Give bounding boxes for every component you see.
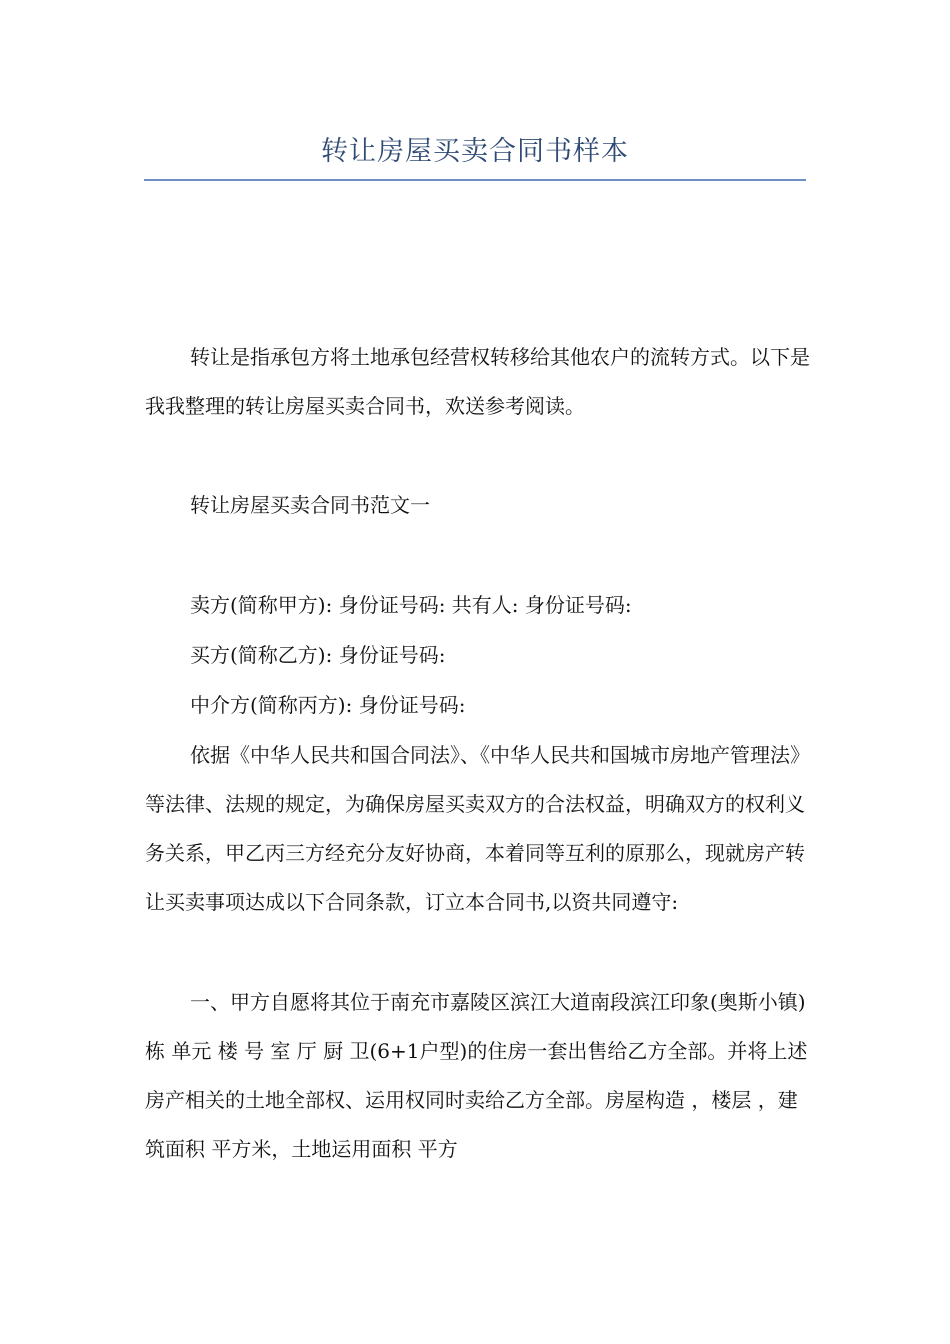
buyer-line: 买方(简称乙方): 身份证号码:: [190, 643, 446, 667]
seller-line: 卖方(简称甲方): 身份证号码: 共有人: 身份证号码:: [190, 593, 632, 617]
clause-one-paragraph: 一、甲方自愿将其位于南充市嘉陵区滨江大道南段滨江印象(奥斯小镇) 栋 单元 楼 号 室 厅 厨 卫(6+1户型)的住房一套出售给乙方全部。并将上述房产相关的土地全部权、运用权同时卖给乙方全部。房屋构造 ，楼层 ，建筑面积 平方米，土地运用面积 平方: [145, 990, 808, 1161]
basis-paragraph: 依据《中华人民共和国合同法》、《中华人民共和国城市房地产管理法》等法律、法规的规定，为确保房屋买卖双方的合法权益，明确双方的权利义务关系，甲乙丙三方经充分友好协商，本着同等互利的原那么，现就房产转让买卖事项达成以下合同条款，订立本合同书,以资共同遵守:: [145, 743, 810, 914]
document-title: 转让房屋买卖合同书样本: [321, 136, 629, 167]
section-heading: 转让房屋买卖合同书范文一: [190, 493, 430, 517]
title-underline: [144, 179, 806, 181]
agent-line: 中介方(简称丙方): 身份证号码:: [190, 693, 466, 717]
intro-paragraph: 转让是指承包方将土地承包经营权转移给其他农户的流转方式。以下是我我整理的转让房屋买卖合同书，欢送参考阅读。: [145, 345, 810, 418]
